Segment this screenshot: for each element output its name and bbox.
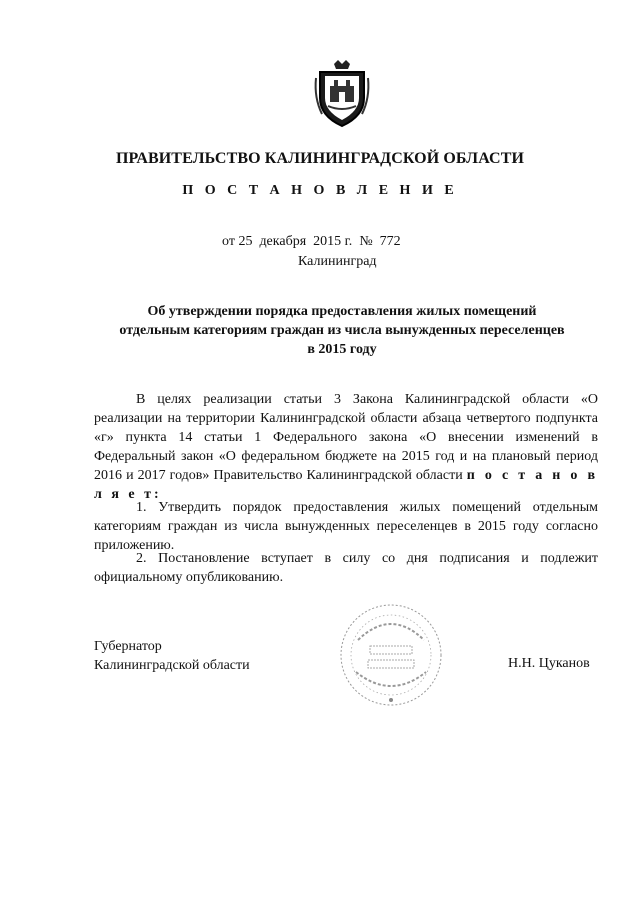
position-line: Калининградской области	[94, 658, 250, 673]
government-title: ПРАВИТЕЛЬСТВО КАЛИНИНГРАДСКОЙ ОБЛАСТИ	[115, 150, 525, 167]
city: Калининград	[298, 254, 377, 269]
number-sign: №	[359, 234, 373, 249]
subject-line: отдельным категориям граждан из числа вынужденных переселенцев	[119, 323, 565, 338]
preamble-text: В целях реализации статьи 3 Закона Калининградской области «О реализации на территории Калининградской области абзаца четвертого подпункта «г» пункта 14 статьи 1 Федерального закона «О внесении изменений в Федеральный закон «О федеральном бюджете на 2015 год и на плановый период 2016 и 2017 годов» Правительство Калининградской области	[94, 392, 598, 483]
decree-word: п о с т а н о в л я е т:	[94, 468, 599, 502]
coat-of-arms-icon	[312, 58, 372, 130]
date-number-line	[222, 234, 401, 250]
document-type: П О С Т А Н О В Л Е Н И Е	[182, 183, 458, 198]
clause-1: 1. Утвердить порядок предоставления жилых помещений отдельным категориям граждан из числа вынужденных переселенцев в 2015 году согласно приложению.	[94, 500, 598, 553]
preamble-paragraph	[94, 390, 598, 504]
clause-2: 2. Постановление вступает в силу со дня подписания и подлежит официальному опубликованию.	[94, 551, 598, 585]
position-line: Губернатор	[94, 639, 162, 654]
document-subject	[110, 302, 574, 359]
signer-name: Н.Н. Цуканов	[508, 656, 590, 671]
subject-line: Об утверждении порядка предоставления жилых помещений	[147, 304, 537, 319]
date-prefix: от	[222, 234, 235, 249]
official-seal-icon	[336, 600, 446, 710]
document-number: 772	[379, 234, 401, 249]
subject-line: в 2015 году	[307, 342, 377, 357]
signer-position	[94, 637, 250, 675]
document-date: 25 декабря 2015 г.	[238, 234, 353, 249]
